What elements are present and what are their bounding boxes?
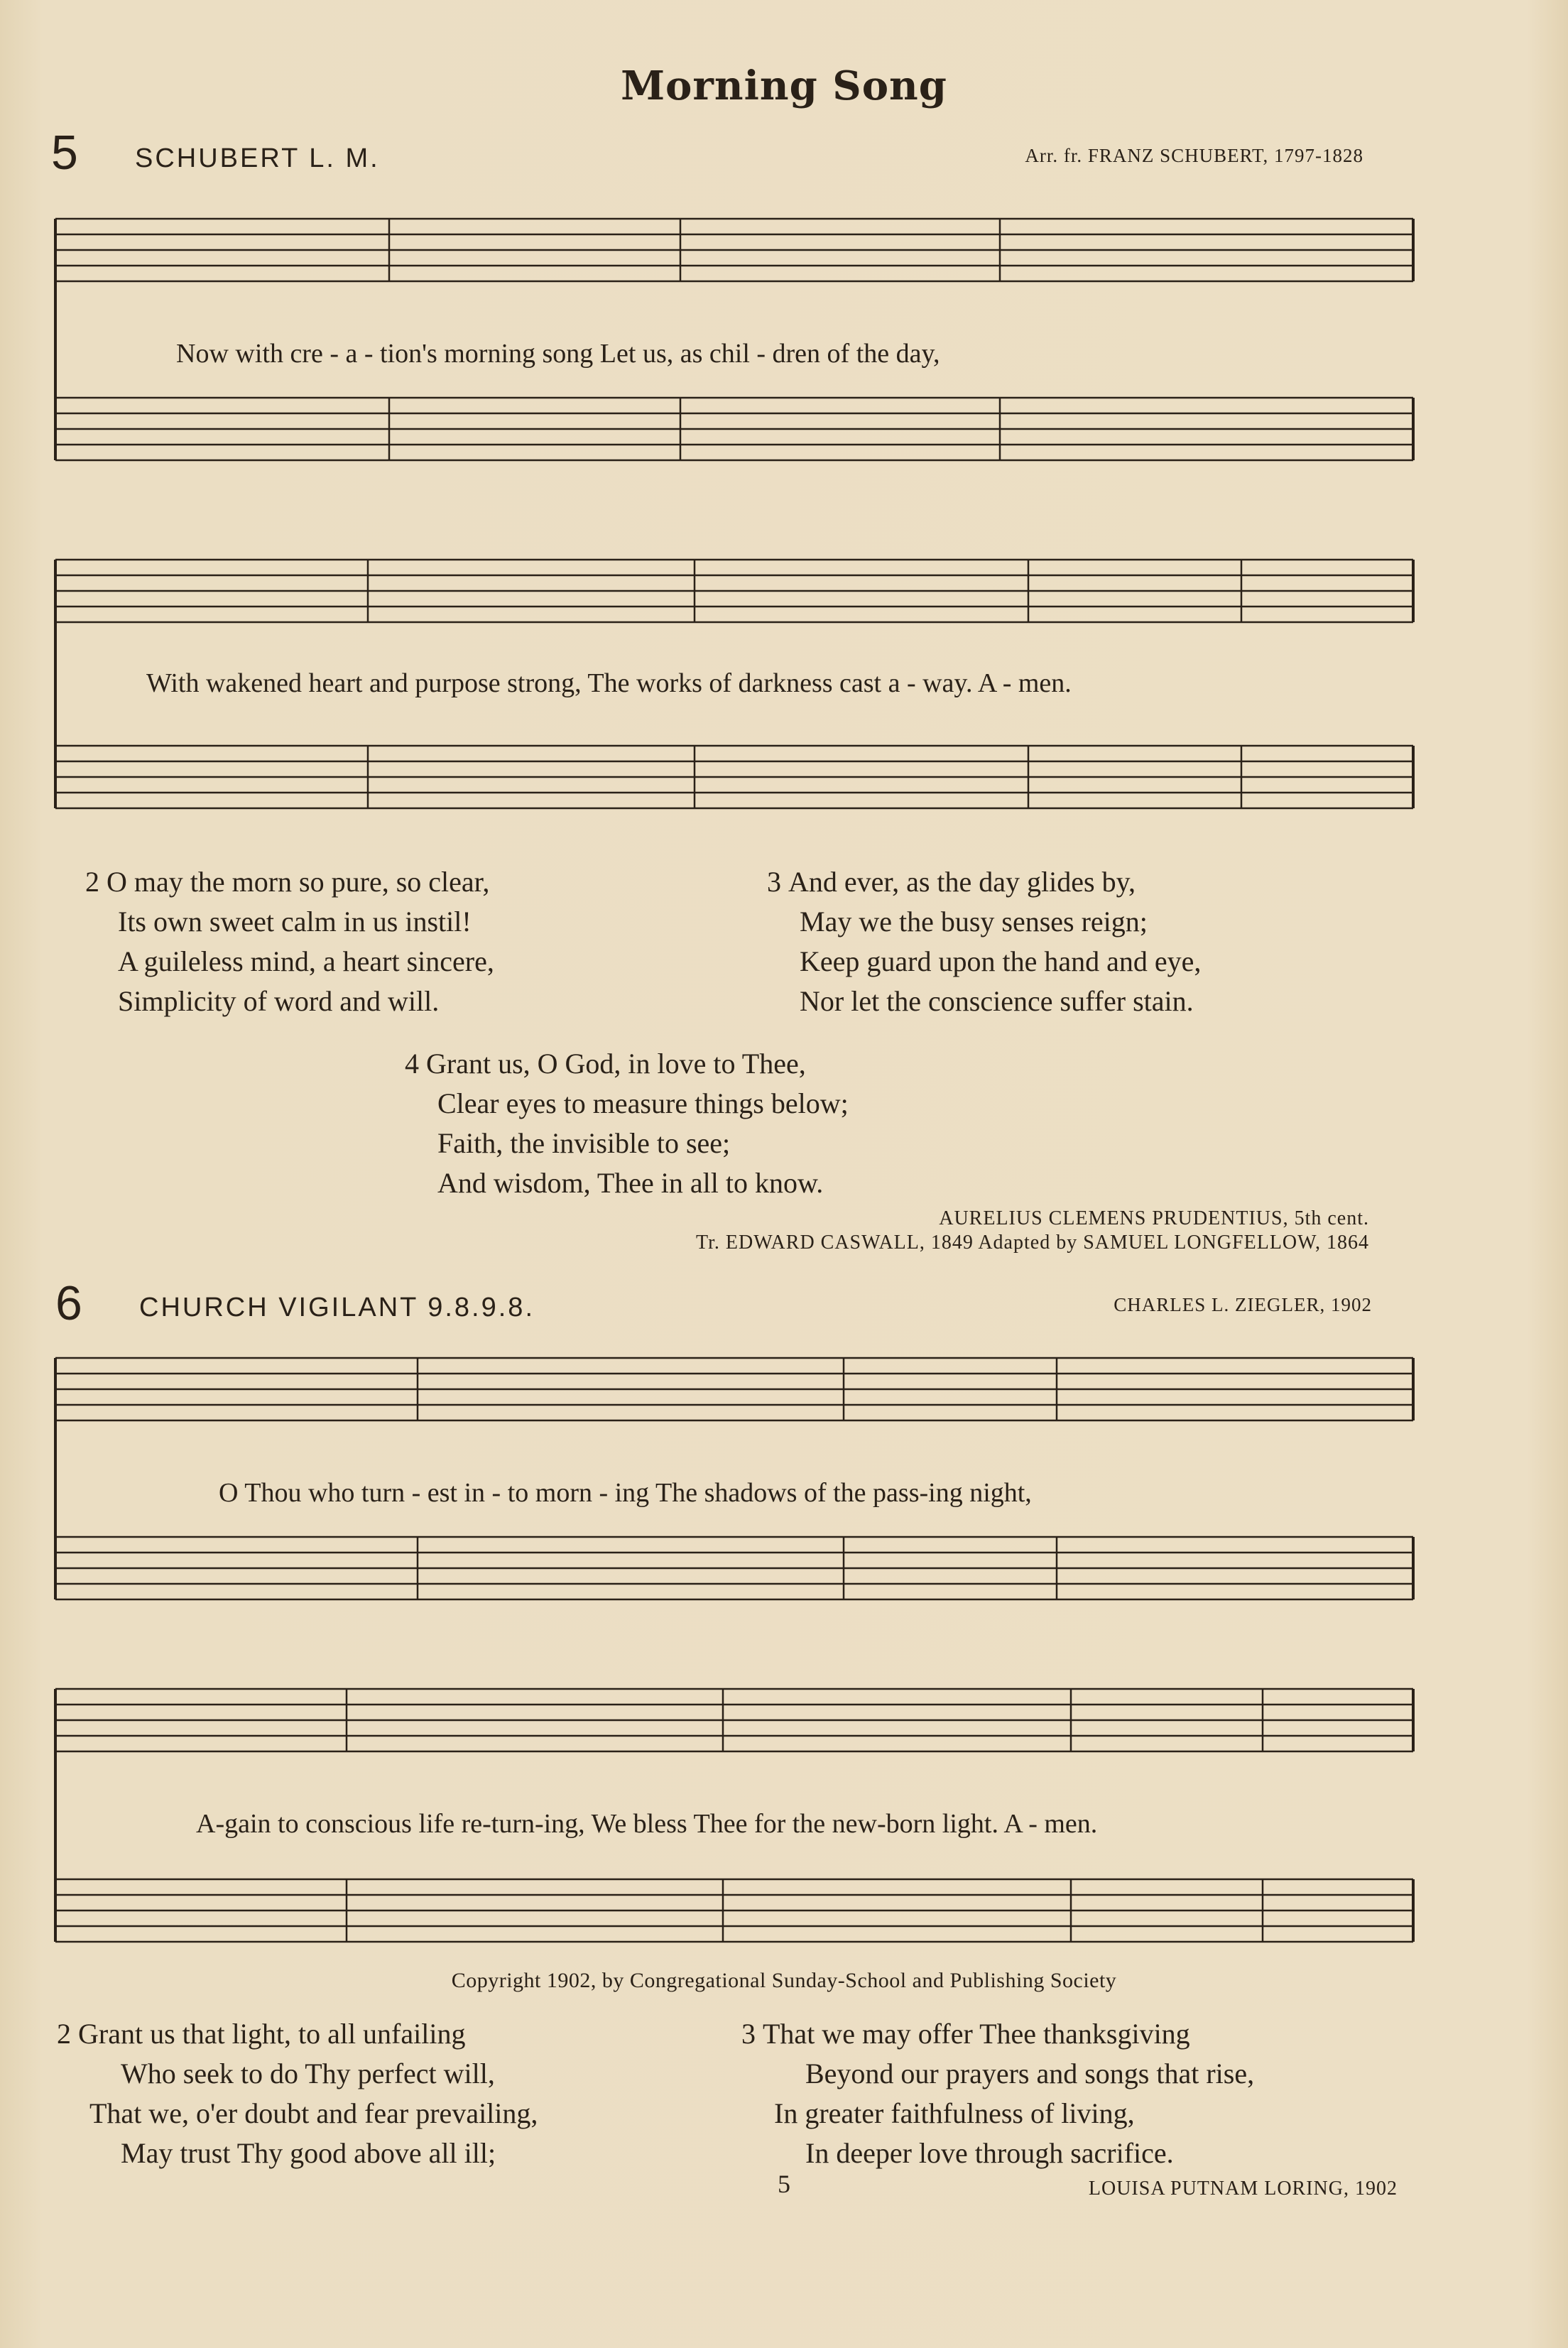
verse-line: Faith, the invisible to see; bbox=[437, 1127, 731, 1159]
verse-line: And ever, as the day glides by, bbox=[788, 866, 1136, 898]
hymn-5-lyrics-line-1: Now with cre - a - tion's morning song Let us, as chil - dren of the day, bbox=[176, 339, 940, 369]
hymn-5-tune-name: SCHUBERT L. M. bbox=[135, 143, 380, 173]
hymn-5-translator: Tr. EDWARD CASWALL, 1849 Adapted by SAMUEL LONGFELLOW, 1864 bbox=[696, 1232, 1369, 1254]
verse-line: Its own sweet calm in us instil! bbox=[118, 906, 472, 937]
verse-line: Keep guard upon the hand and eye, bbox=[800, 945, 1202, 977]
verse-number: 4 bbox=[405, 1048, 419, 1080]
verse-line: Clear eyes to measure things below; bbox=[437, 1087, 849, 1119]
hymn-5-verse-3 bbox=[767, 862, 1201, 1021]
verse-number: 3 bbox=[767, 866, 781, 898]
verse-number: 3 bbox=[741, 2018, 756, 2050]
verse-line: In greater faithfulness of living, bbox=[774, 2097, 1135, 2129]
hymn-6-lyrics-line-1: O Thou who turn - est in - to morn - ing The shadows of the pass-ing night, bbox=[219, 1478, 1032, 1508]
verse-line: Grant us that light, to all unfailing bbox=[78, 2018, 466, 2050]
hymn-6-verse-2 bbox=[57, 2014, 538, 2173]
hymn-6-number: 6 bbox=[55, 1276, 82, 1330]
hymn-6-lyrics-line-2: A-gain to conscious life re-turn-ing, We bless Thee for the new-born light. A - men. bbox=[196, 1809, 1098, 1839]
verse-line: Nor let the conscience suffer stain. bbox=[800, 985, 1194, 1017]
verse-line: And wisdom, Thee in all to know. bbox=[437, 1167, 824, 1199]
hymn-6-copyright: Copyright 1902, by Congregational Sunday-School and Publishing Society bbox=[451, 1969, 1117, 1992]
verse-line: Grant us, O God, in love to Thee, bbox=[426, 1048, 806, 1080]
verse-line: Who seek to do Thy perfect will, bbox=[121, 2058, 495, 2089]
verse-line: Simplicity of word and will. bbox=[118, 985, 440, 1017]
hymn-6-composer: CHARLES L. ZIEGLER, 1902 bbox=[1114, 1294, 1372, 1315]
verse-line: A guileless mind, a heart sincere, bbox=[118, 945, 494, 977]
hymn-5-verse-2 bbox=[85, 862, 494, 1021]
verse-line: That we may offer Thee thanksgiving bbox=[763, 2018, 1190, 2050]
verse-line: Beyond our prayers and songs that rise, bbox=[805, 2058, 1255, 2089]
hymn-6-tune-name: CHURCH VIGILANT 9.8.9.8. bbox=[139, 1293, 535, 1322]
verse-line: O may the morn so pure, so clear, bbox=[107, 866, 490, 898]
verse-line: That we, o'er doubt and fear prevailing, bbox=[89, 2097, 538, 2129]
hymn-5-arranger: Arr. fr. FRANZ SCHUBERT, 1797-1828 bbox=[1025, 145, 1363, 166]
hymn-5-lyrics-line-2: With wakened heart and purpose strong, The works of darkness cast a - way. A - men. bbox=[146, 668, 1072, 698]
hymn-6-verse-3 bbox=[741, 2014, 1254, 2173]
verse-line: May we the busy senses reign; bbox=[800, 906, 1148, 937]
verse-line: May trust Thy good above all ill; bbox=[121, 2137, 496, 2169]
hymn-6-author: LOUISA PUTNAM LORING, 1902 bbox=[1088, 2178, 1398, 2200]
page-title: Morning Song bbox=[621, 62, 947, 109]
verse-number: 2 bbox=[85, 866, 99, 898]
hymn-5-number: 5 bbox=[51, 126, 78, 180]
page-number: 5 bbox=[778, 2170, 790, 2198]
verse-number: 2 bbox=[57, 2018, 71, 2050]
hymn-5-verse-4 bbox=[405, 1044, 849, 1203]
verse-line: In deeper love through sacrifice. bbox=[805, 2137, 1174, 2169]
hymn-5-author: AURELIUS CLEMENS PRUDENTIUS, 5th cent. bbox=[939, 1207, 1369, 1229]
